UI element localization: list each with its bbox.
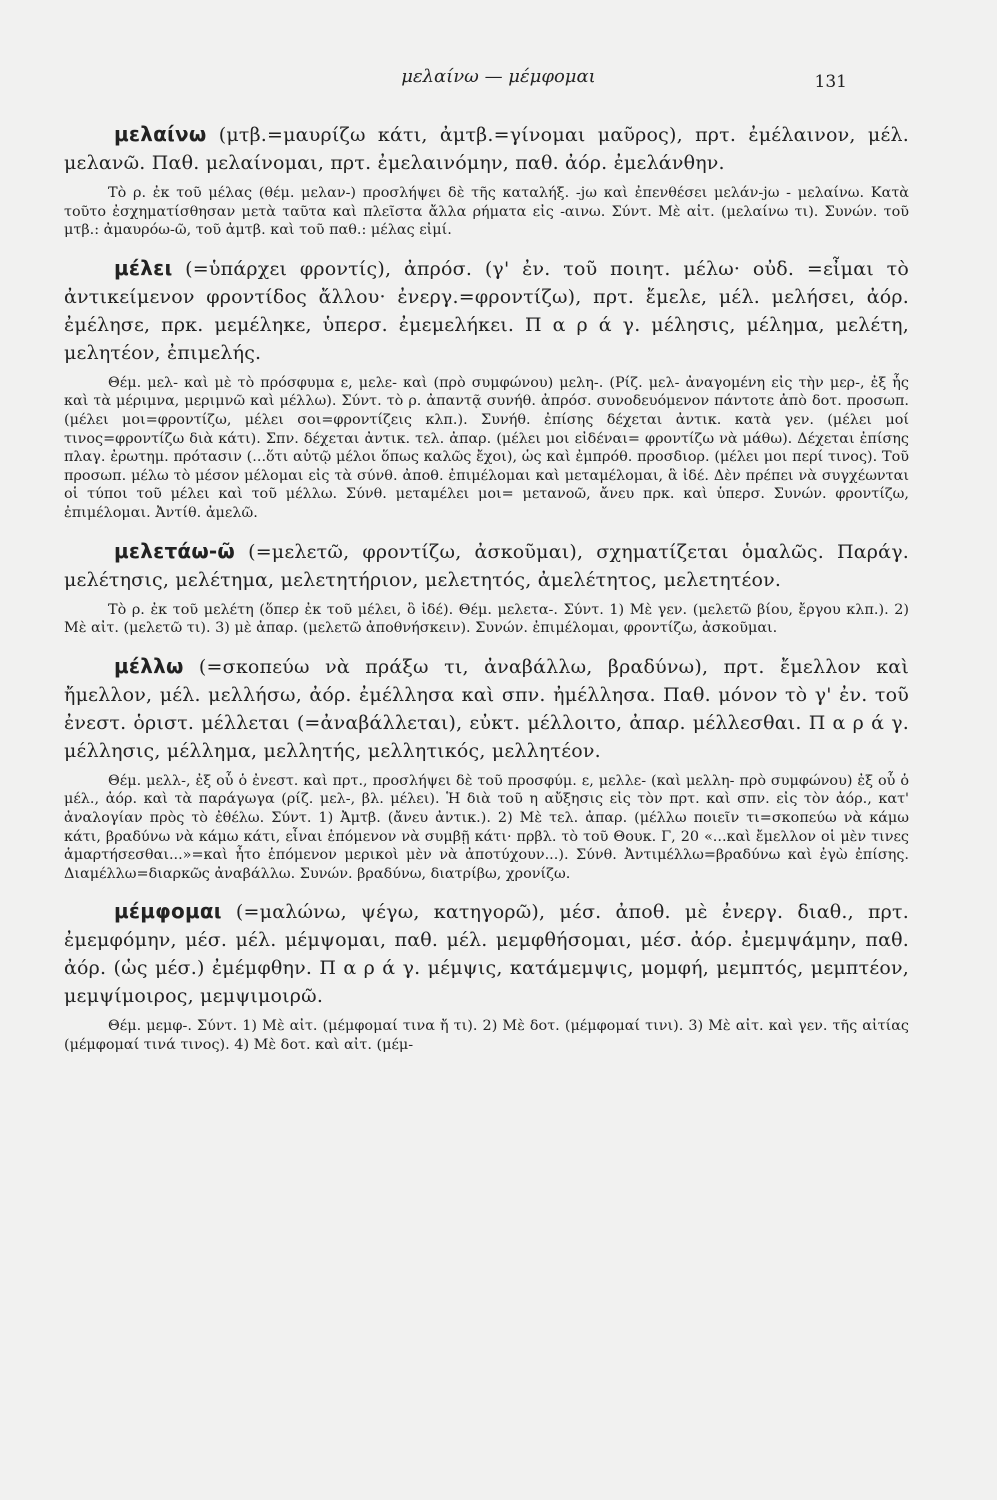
- entry-definition: [64, 652, 909, 765]
- headword: μέμφομαι: [114, 899, 222, 924]
- definition-text: (=σκοπεύω νὰ πράξω τι, ἀναβάλλω, βραδύνω), πρτ. ἔμελλον καὶ ἤμελλον, μέλ. μελλήσω, ἀόρ. ἐμέλλησα καὶ σπν. ἠμέλλησα. Παθ. μόνον τὸ γ' ἐν. τοῦ ἐνεστ. ὁριστ. μέλλεται (=ἀναβάλλεται), εὐκτ. μέλλοιτο, ἀπαρ. μέλλεσθαι. Π α ρ ά γ. μέλλησις, μέλλημα, μελλητής, μελλητικός, μελλητέον.: [64, 655, 909, 762]
- entry-definition: [64, 120, 909, 177]
- definition-text: (=μαλώνω, ψέγω, κατηγορῶ), μέσ. ἀποθ. μὲ ἐνεργ. διαθ., πρτ. ἐμεμφόμην, μέσ. μέλ. μέμψομαι, παθ. μέλ. μεμφθήσομαι, μέσ. ἀόρ. ἐμεμψάμην, παθ. ἀόρ. (ὡς μέσ.) ἐμέμφθην. Π α ρ ά γ. μέμψις, κατάμεμψις, μομφή, μεμπτός, μεμπτέον, μεμψίμοιρος, μεμψιμοιρῶ.: [64, 901, 909, 1008]
- etymology-note: Θέμ. μελλ-, ἐξ οὗ ὁ ἐνεστ. καὶ πρτ., προσλήψει δὲ τοῦ προσφύμ. ε, μελλε- (καὶ μελλη- πρὸ συμφώνου) ἐξ οὗ ὁ μέλ., ἀόρ. καὶ τὰ παράγωγα (ρίζ. μελ-, βλ. μέλει). Ἡ διὰ τοῦ η αὔξησις εἰς τὸν πρτ. καὶ σπν. εἰς τὸν ἀόρ., κατ' ἀναλογίαν πρὸς τὸ ἐθέλω. Σύντ. 1) Ἀμτβ. (ἄνευ ἀντικ.). 2) Μὲ τελ. ἀπαρ. (μέλλω ποιεῖν τι=σκοπεύω νὰ κάμω κάτι, βραδύνω νὰ κάμω κάτι, εἶναι ἑπόμενον νὰ συμβῇ κάτι· πρβλ. τὸ τοῦ Θουκ. Γ, 20 «...καὶ ἔμελλον οἱ μὲν τινες ἁμαρτήσεσθαι...»=καὶ ἦτο ἑπόμενον μερικοὶ μὲν νὰ ἀποτύχουν...). Σύνθ. Ἀντιμέλλω=βραδύνω καὶ ἐγὼ ἐπίσης. Διαμέλλω=διαρκῶς ἀναβάλλω. Συνών. βραδύνω, διατρίβω, χρονίζω.: [64, 772, 909, 882]
- etymology-note: Τὸ ρ. ἐκ τοῦ μέλας (θέμ. μελαν-) προσλήψει δὲ τῆς καταλήξ. -jω καὶ ἐπενθέσει μελάν-jω - μελαίνω. Κατὰ τοῦτο ἐσχηματίσθησαν μετὰ ταῦτα καὶ πλεῖστα ἄλλα ρήματα εἰς -αινω. Σύντ. Μὲ αἰτ. (μελαίνω τι). Συνών. τοῦ μτβ.: ἀμαυρόω-ῶ, τοῦ ἀμτβ. καὶ τοῦ παθ.: μέλας εἰμί.: [64, 185, 909, 239]
- entry-definition: [64, 537, 909, 594]
- etymology-note: Θέμ. μελ- καὶ μὲ τὸ πρόσφυμα ε, μελε- καὶ (πρὸ συμφώνου) μελη-. (Ρίζ. μελ- ἀναγομένη εἰς τὴν μερ-, ἐξ ἧς καὶ τὰ μέριμνα, μεριμνῶ καὶ μέλλω). Σύντ. τὸ ρ. ἀπαντᾷ συνήθ. ἀπρόσ. συνοδευόμενον πάντοτε ἀπὸ δοτ. προσωπ. (μέλει μοι=φροντίζω, μέλει σοι=φροντίζεις κλπ.). Συνήθ. ἐπίσης δέχεται ἀντικ. κατὰ γεν. (μέλει μοί τινος=φροντίζω διὰ κάτι). Σπν. δέχεται ἀντικ. τελ. ἀπαρ. (μέλει μοι εἰδέναι= φροντίζω νὰ μάθω). Δέχεται ἐπίσης πλαγ. ἐρωτημ. πρότασιν (...ὅτι αὐτῷ μέλοι ὅπως καλῶς ἔχοι), ὡς καὶ ἐμπρόθ. προσδιορ. (μέλει μοι περί τινος). Τοῦ προσωπ. μέλω τὸ μέσον μέλομαι εἰς τὰ σύνθ. ἀποθ. ἐπιμέλομαι καὶ μεταμέλομαι, ἃ ἰδέ. Δὲν πρέπει νὰ συγχέωνται οἱ τύποι τοῦ μέλει καὶ τοῦ μέλλω. Σύνθ. μεταμέλει μοι= μετανοῶ, ἄνευ πρκ. καὶ ὑπερσ. Συνών. φροντίζω, ἐπιμέλομαι. Ἀντίθ. ἀμελῶ.: [64, 374, 909, 521]
- entry-definition: [64, 897, 909, 1010]
- headword: μελαίνω: [114, 122, 207, 146]
- etymology-note: Τὸ ρ. ἐκ τοῦ μελέτη (ὅπερ ἐκ τοῦ μέλει, ὃ ἰδέ). Θέμ. μελετα-. Σύντ. 1) Μὲ γεν. (μελετῶ βίου, ἔργου κλπ.). 2) Μὲ αἰτ. (μελετῶ τι). 3) μὲ ἀπαρ. (μελετῶ ἀποθνήσκειν). Συνών. ἐπιμέλομαι, φροντίζω, ἀσκοῦμαι.: [64, 601, 909, 637]
- running-head: μελαίνω — μέμφομαι: [401, 66, 596, 87]
- headword: μέλλω: [114, 653, 184, 678]
- page-number: 131: [814, 72, 847, 92]
- dictionary-entry: [64, 254, 909, 523]
- etymology-note: Θέμ. μεμφ-. Σύντ. 1) Μὲ αἰτ. (μέμφομαί τινα ἤ τι). 2) Μὲ δοτ. (μέμφομαί τινι). 3) Μὲ αἰτ. καὶ γεν. τῆς αἰτίας (μέμφομαί τινά τινος). 4) Μὲ δοτ. καὶ αἰτ. (μέμ-: [64, 1018, 909, 1053]
- definition-text: (=μελετῶ, φροντίζω, ἀσκοῦμαι), σχηματίζεται ὁμαλῶς. Παράγ. μελέτησις, μελέτημα, μελετητήριον, μελετητός, ἀμελέτητος, μελετητέον.: [64, 540, 909, 591]
- entry-definition: [64, 254, 909, 367]
- dictionary-entry: [64, 537, 909, 638]
- headword: μελετάω-ῶ: [114, 538, 236, 563]
- definition-text: (μτβ.=μαυρίζω κάτι, ἀμτβ.=γίνομαι μαῦρος), πρτ. ἐμέλαινον, μέλ. μελανῶ. Παθ. μελαίνομαι, πρτ. ἐμελαινόμην, παθ. ἀόρ. ἐμελάνθην.: [64, 124, 909, 174]
- headword: μέλει: [114, 255, 173, 280]
- dictionary-entry: [64, 120, 909, 240]
- dictionary-entry: [64, 652, 909, 884]
- dictionary-entry: [64, 897, 909, 1054]
- definition-text: (=ὑπάρχει φροντίς), ἀπρόσ. (γ' ἐν. τοῦ ποιητ. μέλω· οὐδ. =εἶμαι τὸ ἀντικείμενον φροντίδος ἄλλου· ἐνεργ.=φροντίζω), πρτ. ἔμελε, μέλ. μελήσει, ἀόρ. ἐμέλησε, πρκ. μεμέληκε, ὑπερσ. ἐμεμελήκει. Π α ρ ά γ. μέλησις, μέλημα, μελέτη, μελητέον, ἐπιμελής.: [64, 257, 909, 364]
- entries-list: [64, 120, 909, 1054]
